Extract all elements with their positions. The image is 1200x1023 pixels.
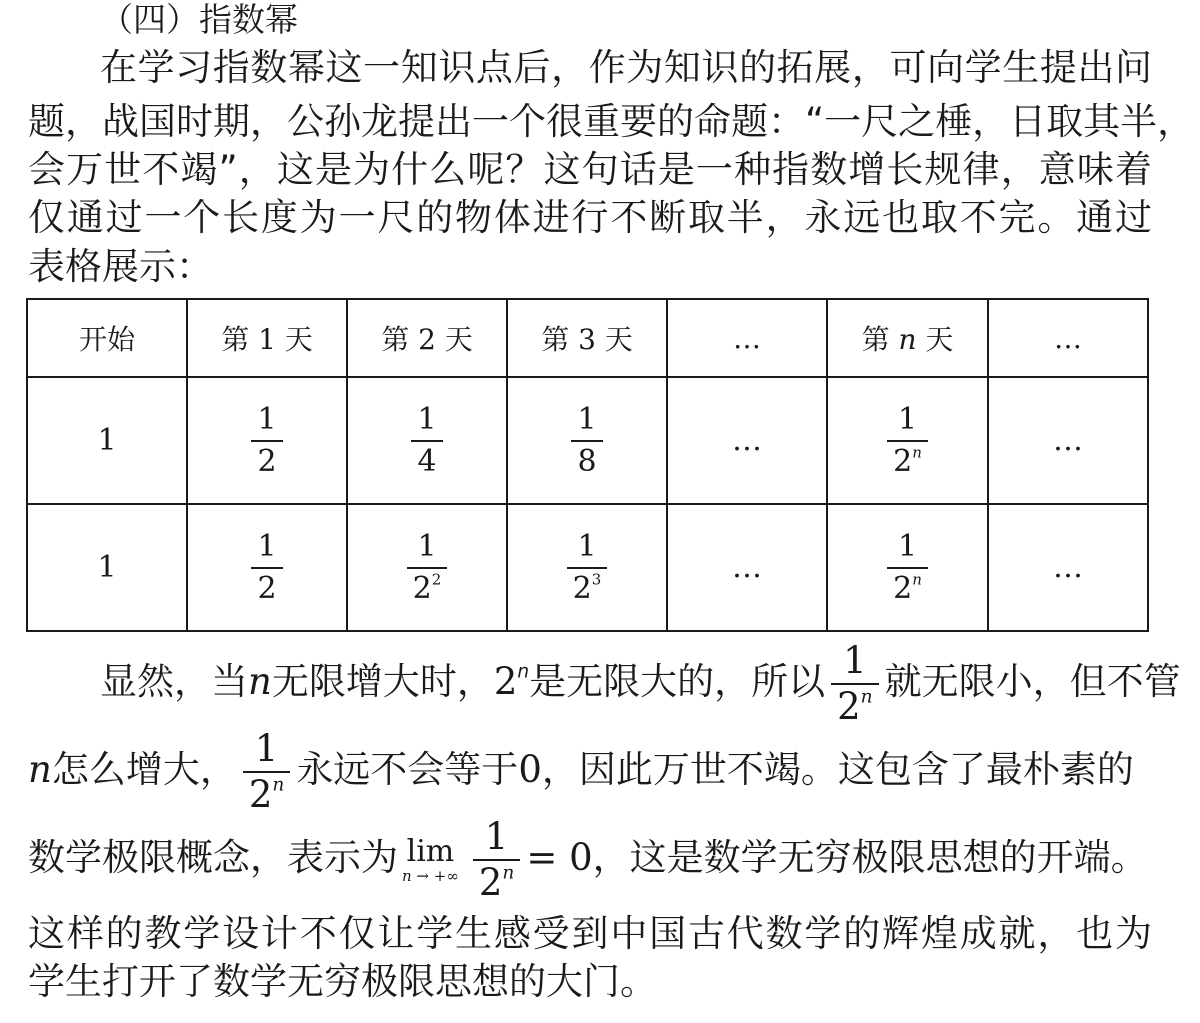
cell-ellipsis: … [667,377,827,504]
intro-line-3: 会万世不竭”，这是为什么呢？这句话是一种指数增长规律，意味着 [28,148,1152,191]
cell-ellipsis: … [988,504,1148,631]
cell-fraction-day-1: $\frac{1}{2}$ [187,377,347,504]
cell-fraction-day-n: $\frac{1}{2^n}$ [827,504,988,631]
conclusion-line-2: n怎么增大， $\frac{1}{2^n}$ 永远不会等于0，因此万世不竭。这包含了最朴素的 [28,726,1134,816]
cell-ellipsis: … [667,504,827,631]
header-day-n: 第 n 天 [827,299,988,377]
section-heading: （四）指数幂 [100,0,298,39]
header-day-3: 第 3 天 [507,299,667,377]
limit-expression: lim n → +∞ [402,833,459,885]
table-row-decimal [27,377,1148,504]
cell-fraction-day-2: $\frac{1}{4}$ [347,377,507,504]
table-row-power [27,504,1148,631]
fraction-one-over-2n: $\frac{1}{2^n}$ [831,641,878,727]
cell-fraction-day-3: $\frac{1}{8}$ [507,377,667,504]
conclusion-line-5: 学生打开了数学无穷极限思想的大门。 [28,960,657,1003]
cell-ellipsis: … [988,377,1148,504]
header-day-1: 第 1 天 [187,299,347,377]
header-ellipsis-1: … [667,299,827,377]
halving-table [26,298,1149,632]
cell-start-value: 1 [27,504,187,631]
intro-line-4: 仅通过一个长度为一尺的物体进行不断取半，永远也取不完。通过 [28,196,1152,239]
cell-fraction-day-3: $\frac{1}{2^3}$ [507,504,667,631]
intro-line-2: 题，战国时期，公孙龙提出一个很重要的命题：“一尺之棰，日取其半， [28,100,1195,143]
conclusion-line-4: 这样的教学设计不仅让学生感受到中国古代数学的辉煌成就，也为 [28,912,1152,955]
cell-start-value: 1 [27,377,187,504]
table-header-row [27,299,1148,377]
intro-line-5: 表格展示： [28,245,213,288]
header-ellipsis-2: … [988,299,1148,377]
intro-line-1: 在学习指数幂这一知识点后，作为知识的拓展，可向学生提出问 [100,46,1152,89]
cell-fraction-day-2: $\frac{1}{2^2}$ [347,504,507,631]
cell-fraction-day-1: $\frac{1}{2}$ [187,504,347,631]
conclusion-line-1: 显然，当n无限增大时，2$^n$是无限大的，所以 $\frac{1}{2^n}$ 就无限小，但不管 [100,638,1181,728]
fraction-one-over-2n: $\frac{1}{2^n}$ [243,729,290,815]
conclusion-line-3: 数学极限概念，表示为 lim n → +∞ $\frac{1}{2^n}$ = 0，这是数学无穷极限思想的开端。 [28,814,1148,904]
header-day-2: 第 2 天 [347,299,507,377]
cell-fraction-day-n: $\frac{1}{2^n}$ [827,377,988,504]
header-start: 开始 [27,299,187,377]
fraction-one-over-2n: $\frac{1}{2^n}$ [473,817,520,903]
